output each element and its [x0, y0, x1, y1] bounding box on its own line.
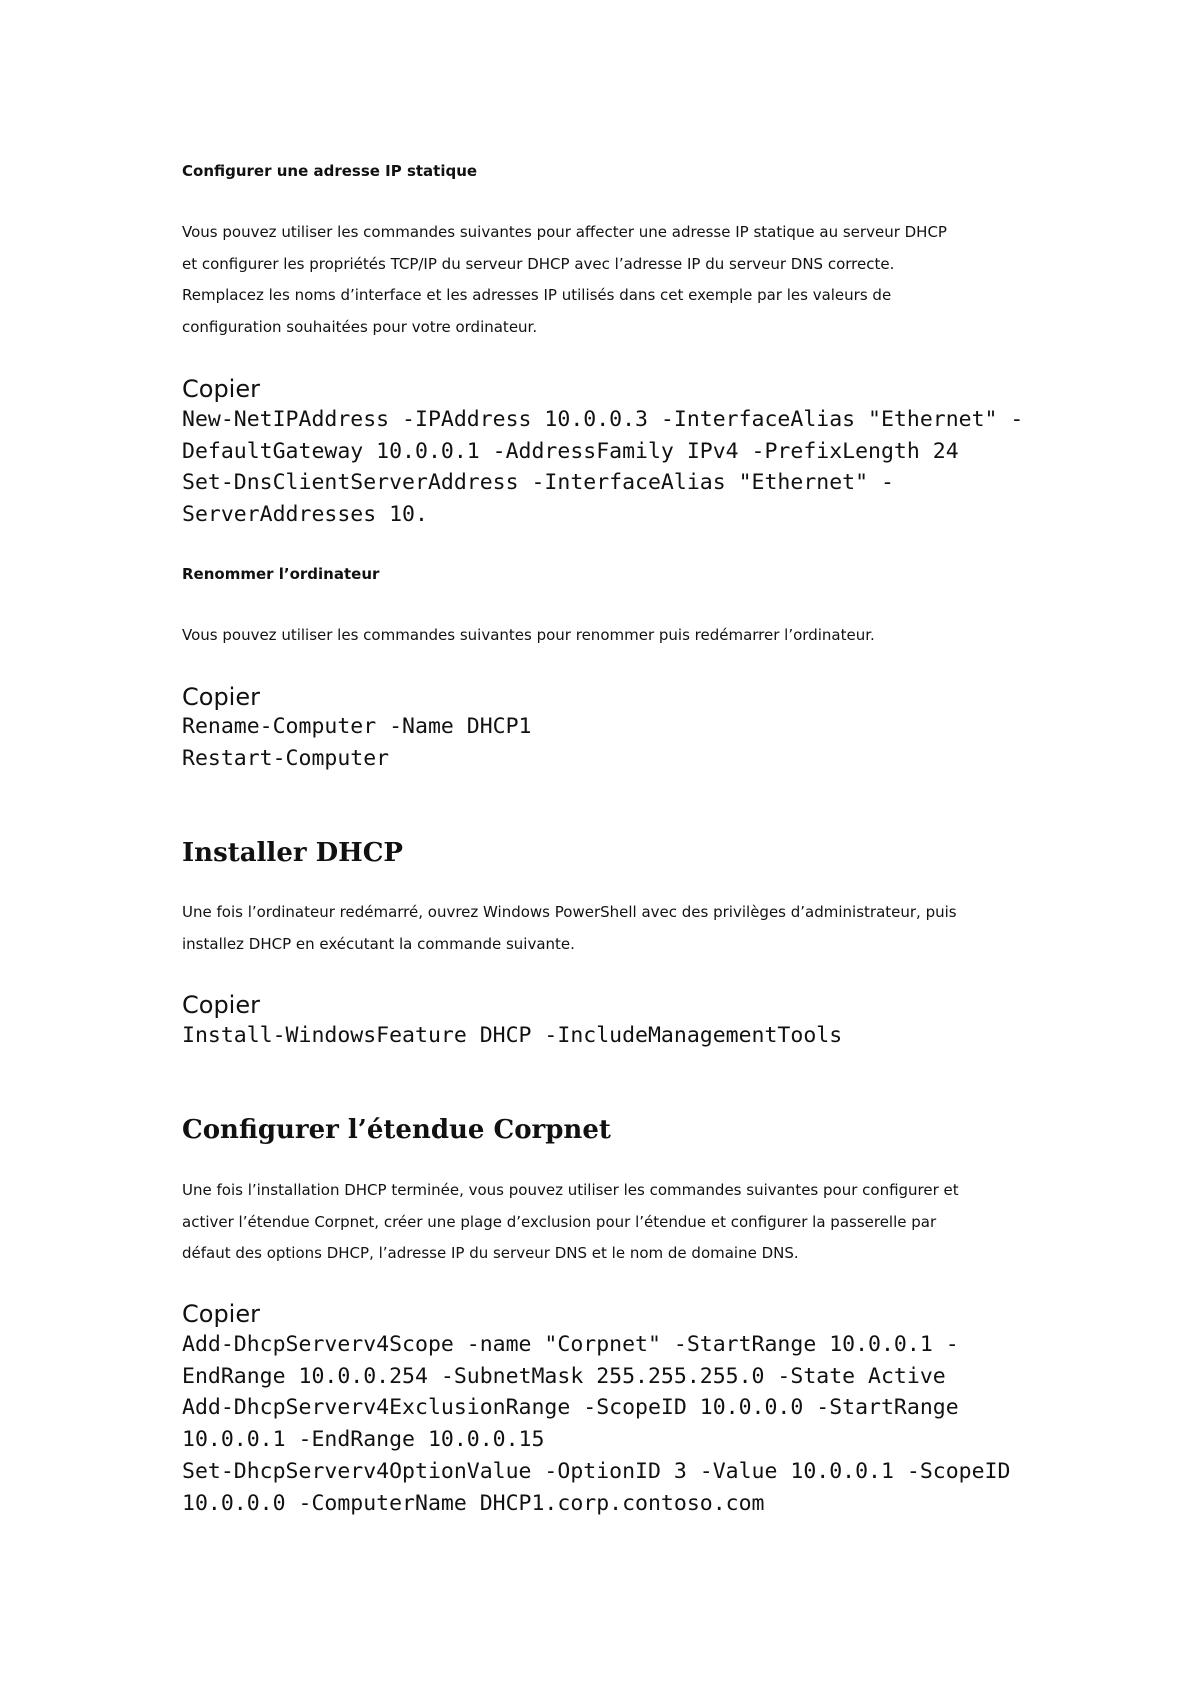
code-block: [182, 404, 1023, 531]
install-dhcp-heading: Installer DHCP: [182, 838, 403, 868]
code-line: Set-DnsClientServerAddress -InterfaceAlias "Ethernet" -: [182, 470, 894, 496]
paragraph-line: configuration souhaitées pour votre ordinateur.: [182, 317, 538, 336]
code-line: Add-DhcpServerv4Scope -name "Corpnet" -StartRange 10.0.0.1 -: [182, 1332, 959, 1357]
copy-button[interactable]: Copier: [182, 1300, 260, 1328]
copy-button[interactable]: Copier: [182, 375, 260, 403]
code-line: Add-DhcpServerv4ExclusionRange -ScopeID 10.0.0.0 -StartRange: [182, 1395, 959, 1421]
code-block: [182, 1020, 842, 1052]
code-line: New-NetIPAddress -IPAddress 10.0.0.3 -InterfaceAlias "Ethernet" -: [182, 407, 1024, 432]
rename-paragraph: [182, 620, 1032, 652]
install-paragraph: [182, 897, 1032, 960]
paragraph-line: défaut des options DHCP, l’adresse IP du serveur DNS et le nom de domaine DNS.: [182, 1244, 799, 1262]
paragraph-line: Remplacez les noms d’interface et les adresses IP utilisés dans cet exemple par les valeurs de: [182, 286, 892, 304]
code-line: DefaultGateway 10.0.0.1 -AddressFamily IPv4 -PrefixLength 24: [182, 438, 959, 464]
code-block: [182, 1329, 1010, 1519]
scope-paragraph: [182, 1175, 1032, 1270]
copy-button[interactable]: Copier: [182, 991, 260, 1019]
paragraph-line: Vous pouvez utiliser les commandes suivantes pour renommer puis redémarrer l’ordinateur.: [182, 626, 875, 644]
paragraph-line: et configurer les propriétés TCP/IP du serveur DHCP avec l’adresse IP du serveur DNS correcte.: [182, 254, 895, 273]
code-block: [182, 711, 532, 774]
code-line: Install-WindowsFeature DHCP -IncludeManagementTools: [182, 1023, 843, 1048]
paragraph-line: activer l’étendue Corpnet, créer une plage d’exclusion pour l’étendue et configurer la passerelle par: [182, 1212, 937, 1231]
code-line: Restart-Computer: [182, 745, 390, 771]
paragraph-line: Une fois l’ordinateur redémarré, ouvrez Windows PowerShell avec des privilèges d’administrateur, puis: [182, 903, 957, 921]
paragraph-line: Vous pouvez utiliser les commandes suivantes pour affecter une adresse IP statique au serveur DHCP: [182, 223, 947, 241]
code-line: Set-DhcpServerv4OptionValue -OptionID 3 -Value 10.0.0.1 -ScopeID: [182, 1458, 1011, 1484]
copy-button[interactable]: Copier: [182, 683, 260, 711]
code-line: 10.0.0.0 -ComputerName DHCP1.corp.contoso.com: [182, 1490, 765, 1516]
code-line: EndRange 10.0.0.254 -SubnetMask 255.255.255.0 -State Active: [182, 1363, 946, 1389]
configure-scope-heading: Configurer l’étendue Corpnet: [182, 1115, 611, 1145]
static-ip-paragraph: [182, 217, 1032, 343]
paragraph-line: installez DHCP en exécutant la commande suivante.: [182, 934, 575, 953]
static-ip-heading: Configurer une adresse IP statique: [182, 162, 478, 180]
code-line: Rename-Computer -Name DHCP1: [182, 714, 532, 739]
rename-heading: Renommer l’ordinateur: [182, 565, 380, 583]
paragraph-line: Une fois l’installation DHCP terminée, vous pouvez utiliser les commandes suivantes pour configurer et: [182, 1181, 959, 1199]
code-line: 10.0.0.1 -EndRange 10.0.0.15: [182, 1427, 545, 1453]
code-line: ServerAddresses 10.: [182, 502, 428, 528]
